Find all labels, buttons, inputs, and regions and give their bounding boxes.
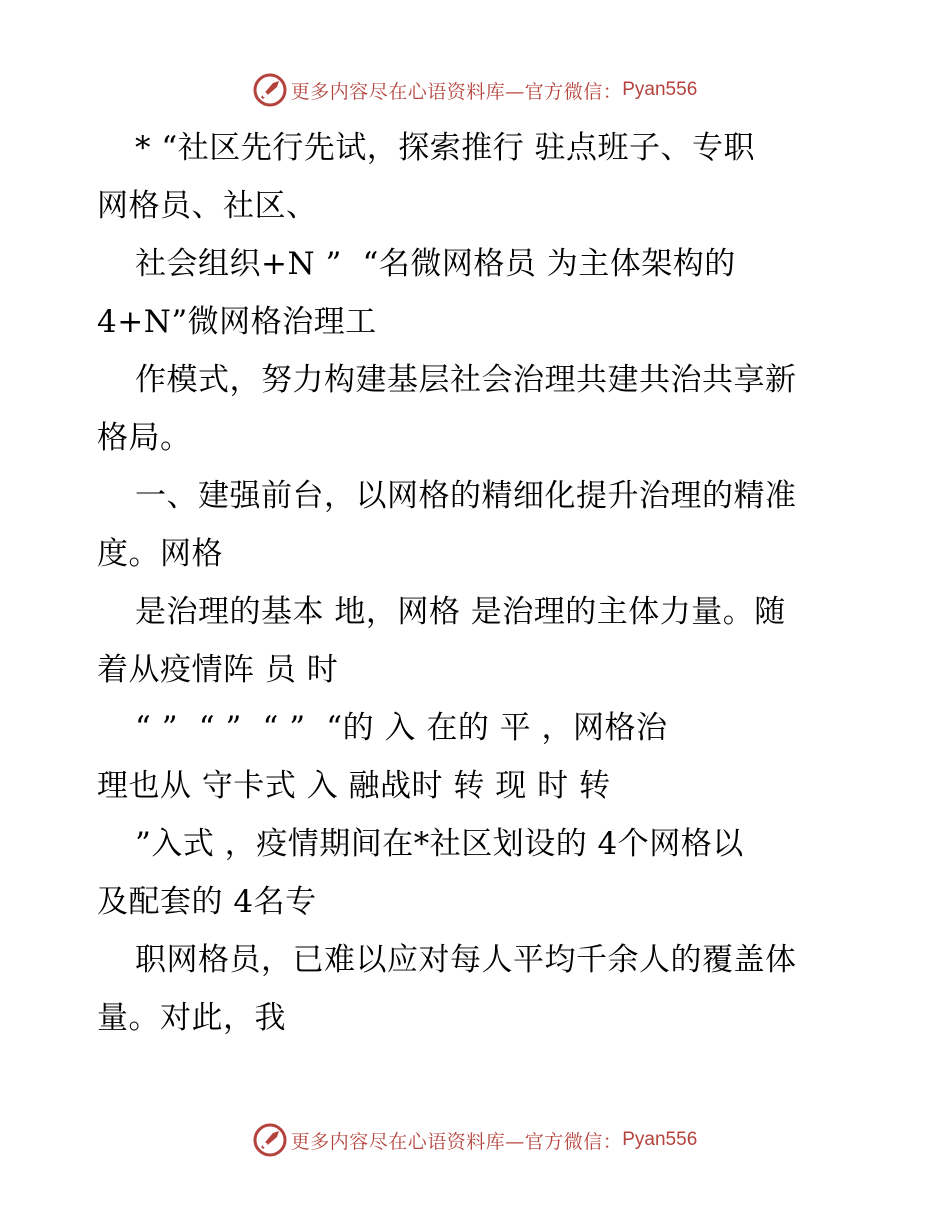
document-body — [97, 119, 857, 1047]
footer-watermark-text: 更多内容尽在心语资料库—官方微信： — [290, 1130, 623, 1153]
body-line: 一、建强前台，以网格的精细化提升治理的精准 — [135, 478, 797, 514]
header-watermark — [0, 70, 950, 110]
pen-nib-logo-icon — [253, 73, 287, 107]
body-line: * “社区先行先试，探索推行 驻点班子、专职 — [135, 130, 756, 166]
body-line: 4+N”微网格治理工 — [97, 304, 377, 340]
body-line: 是治理的基本 地，网格 是治理的主体力量。随 — [135, 594, 786, 630]
body-line: 理也从 守卡式 入 融战时 转 现 时 转 — [97, 768, 611, 804]
body-line: 职网格员，已难以应对每人平均千余人的覆盖体 — [135, 942, 797, 978]
footer-watermark-contact: Pyan556 — [622, 1129, 698, 1150]
body-line: 及配套的 4名专 — [97, 884, 317, 920]
body-line: “ ” “ ” “ ” “的 入 在的 平 ，网格治 — [135, 710, 668, 746]
body-line: 量。对此，我 — [97, 1000, 286, 1036]
pen-nib-logo-icon — [253, 1123, 287, 1157]
header-watermark-text: 更多内容尽在心语资料库—官方微信： — [290, 80, 623, 103]
body-line: 作模式，努力构建基层社会治理共建共治共享新 — [135, 362, 797, 398]
body-line: 格局。 — [97, 420, 192, 456]
footer-watermark — [0, 1120, 950, 1160]
body-line: 网格员、社区、 — [97, 188, 318, 224]
body-line: 着从疫情阵 员 时 — [97, 652, 339, 688]
header-watermark-contact: Pyan556 — [622, 79, 698, 100]
body-line: 社会组织+N ” “名微网格员 为主体架构的 — [135, 246, 736, 282]
body-line: ”入式 ，疫情期间在*社区划设的 4个网格以 — [135, 826, 744, 862]
body-line: 度。网格 — [97, 536, 223, 572]
